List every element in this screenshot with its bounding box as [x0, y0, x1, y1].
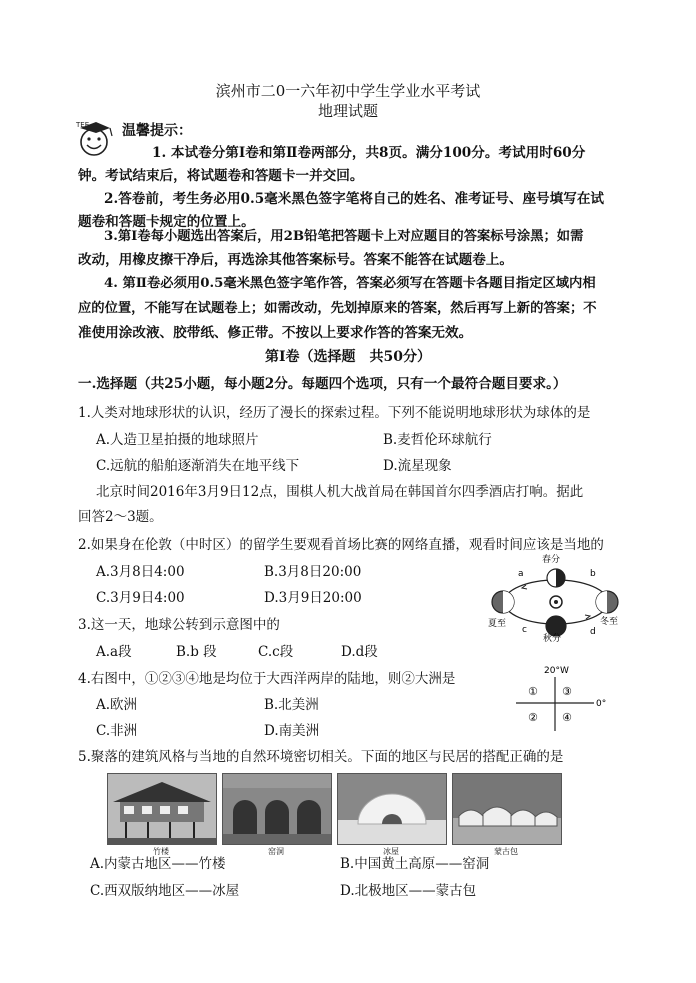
svg-text:TEE: TEE: [76, 121, 90, 129]
smiley-icon: [74, 118, 118, 158]
q3-option-c: C.c段: [258, 644, 294, 660]
notice-1a: 1. 本试卷分第Ⅰ卷和第Ⅱ卷两部分，共8页。满分100分。考试用时60分: [152, 145, 586, 161]
q1-option-a: A.人造卫星拍摄的地球照片: [96, 432, 259, 448]
caption-cave-dwelling: 窑洞: [268, 847, 284, 856]
label-a: a: [518, 569, 524, 579]
q2-option-b: B.3月8日20:00: [264, 564, 362, 580]
notice-4a: 4. 第Ⅱ卷必须用0.5毫米黑色签字笔作答，答案必须写在答题卡各题目指定区域内相: [104, 276, 596, 291]
label-summer: 夏至: [488, 619, 507, 629]
label-b: b: [590, 569, 596, 579]
notice-3a: 3.第Ⅰ卷每小题选出答案后，用2B铅笔把答题卡上对应题目的答案标号涂黑；如需: [104, 229, 584, 244]
q4-stem: 4.右图中，①②③④地是均位于大西洋两岸的陆地，则②大洲是: [78, 671, 456, 687]
q3-option-a: A.a段: [96, 644, 132, 660]
q5-option-c: C.西双版纳地区——冰屋: [90, 883, 240, 899]
q5-option-a: A.内蒙古地区——竹楼: [90, 856, 226, 872]
section-instruction: 一.选择题（共25小题，每小题2分。每题四个选项，只有一个最符合题目要求。）: [78, 376, 567, 392]
notice-1b: 钟。考试结束后，将试题卷和答题卡一并交回。: [78, 168, 364, 184]
label-p4: ④: [562, 711, 572, 724]
notice-2b: 题卷和答题卡规定的位置上。: [78, 214, 255, 230]
q2-option-a: A.3月8日4:00: [96, 564, 185, 580]
earth-orbit-diagram: [486, 552, 626, 642]
q4-option-d: D.南美洲: [264, 723, 320, 739]
q1-stem: 1.人类对地球形状的认识，经历了漫长的探索过程。下列不能说明地球形状为球体的是: [78, 405, 591, 421]
exam-subtitle: 地理试题: [317, 102, 378, 120]
label-p1: ①: [528, 685, 538, 698]
label-d: d: [590, 627, 596, 637]
q5-option-d: D.北极地区——蒙古包: [340, 883, 477, 899]
lat-lon-grid-diagram: [510, 663, 610, 735]
notice-3b: 改动，用橡皮擦干净后，再选涂其他答案标号。答案不能答在试题卷上。: [78, 252, 513, 268]
q2-stem: 2.如果身在伦敦（中时区）的留学生要观看首场比赛的网络直播，观看时间应该是当地的: [78, 537, 604, 553]
q5-stem: 5.聚落的建筑风格与当地的自然环境密切相关。下面的地区与民居的搭配正确的是: [78, 749, 564, 765]
label-spring: 春分: [542, 555, 561, 565]
caption-bamboo-house: 竹楼: [153, 847, 169, 856]
notice-2a: 2.答卷前，考生务必用0.5毫米黑色签字笔将自己的姓名、准考证号、座号填写在试: [104, 191, 605, 207]
notice-4c: 准使用涂改液、胶带纸、修正带。不按以上要求作答的答案无效。: [78, 325, 473, 341]
q1-option-b: B.麦哲伦环球航行: [383, 432, 492, 448]
label-winter: 冬至: [600, 617, 619, 627]
label-p3: ③: [562, 685, 572, 698]
bamboo-house-photo: [107, 773, 217, 845]
material-line-2: 回答2～3题。: [78, 509, 163, 525]
cave-dwelling-photo: [222, 773, 332, 845]
q3-stem: 3.这一天，地球公转到示意图中的: [78, 617, 280, 633]
q1-option-c: C.远航的船舶逐渐消失在地平线下: [96, 458, 300, 474]
q5-option-b: B.中国黄土高原——窑洞: [340, 856, 490, 872]
caption-yurt: 蒙古包: [494, 847, 518, 856]
q2-option-c: C.3月9日4:00: [96, 590, 185, 606]
q3-option-d: D.d段: [341, 644, 378, 660]
section-title: 第Ⅰ卷（选择题 共50分）: [264, 349, 432, 365]
q4-option-b: B.北美洲: [264, 697, 319, 713]
igloo-photo: [337, 773, 447, 845]
exam-title: 滨州市二0一六年初中学生学业水平考试: [215, 82, 481, 100]
q3-option-b: B.b 段: [176, 644, 217, 660]
q4-option-a: A.欧洲: [96, 697, 138, 713]
label-c: c: [522, 625, 527, 635]
material-line-1: 北京时间2016年3月9日12点，围棋人机大战首局在韩国首尔四季酒店打响。据此: [96, 484, 584, 500]
label-p2: ②: [528, 711, 538, 724]
label-lat: 0°: [596, 699, 607, 709]
yurt-photo: [452, 773, 562, 845]
notice-label: 温馨提示：: [122, 123, 192, 139]
label-lon: 20°W: [544, 666, 569, 676]
q1-option-d: D.流星现象: [383, 458, 452, 474]
q4-option-c: C.非洲: [96, 723, 138, 739]
q2-option-d: D.3月9日20:00: [264, 590, 362, 606]
label-autumn: 秋分: [543, 634, 562, 642]
notice-4b: 应的位置，不能写在试题卷上；如需改动，先划掉原来的答案，然后再写上新的答案；不: [78, 301, 597, 316]
caption-igloo: 冰屋: [383, 847, 399, 856]
